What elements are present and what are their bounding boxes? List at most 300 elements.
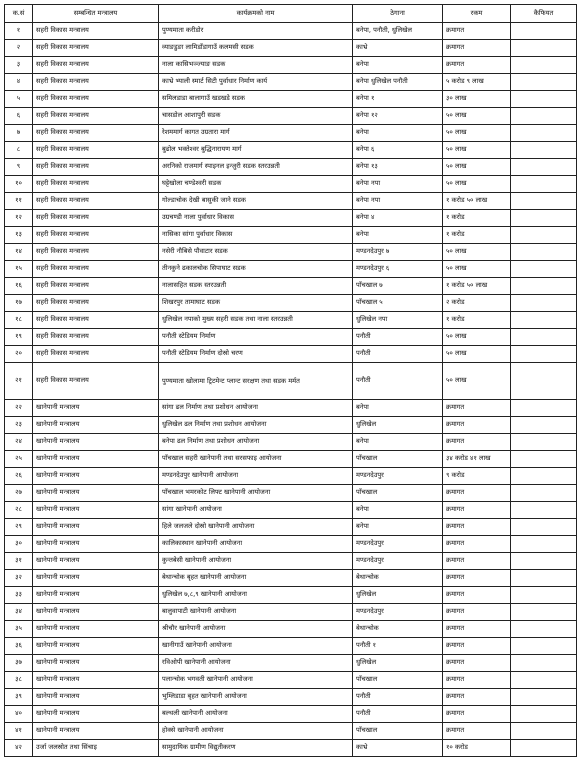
program-cell: कालिकास्थान खानेपानी आयोजना	[159, 536, 353, 553]
program-cell: नालासहित सडक स्तरउन्नती	[159, 278, 353, 295]
location-cell: बनेपा नपा	[353, 193, 443, 210]
ministry-cell: सहरी विकास मन्त्रालय	[33, 210, 159, 227]
location-cell: बनेपा	[353, 519, 443, 536]
amount-cell: क्रमागत	[443, 638, 511, 655]
ministry-cell: खानेपानी मन्त्रालय	[33, 400, 159, 417]
location-cell: पाँचखाल ५	[353, 295, 443, 312]
ministry-cell: सहरी विकास मन्त्रालय	[33, 227, 159, 244]
location-cell: बनेपा १३	[353, 159, 443, 176]
serial-cell: २१	[5, 363, 33, 400]
ministry-cell: सहरी विकास मन्त्रालय	[33, 159, 159, 176]
serial-cell: १	[5, 23, 33, 40]
location-cell: पाँचखाल	[353, 672, 443, 689]
table-row	[5, 23, 577, 40]
remark-cell	[511, 451, 577, 468]
remark-cell	[511, 210, 577, 227]
table-row	[5, 689, 577, 706]
serial-cell: २४	[5, 434, 33, 451]
amount-cell: क्रमागत	[443, 57, 511, 74]
serial-cell: ४१	[5, 723, 33, 740]
amount-cell: क्रमागत	[443, 519, 511, 536]
program-cell: भुम्लिडाडा बृहत खानेपानी आयोजना	[159, 689, 353, 706]
location-cell: बनेपा	[353, 227, 443, 244]
ministry-cell: खानेपानी मन्त्रालय	[33, 689, 159, 706]
ministry-cell: खानेपानी मन्त्रालय	[33, 485, 159, 502]
ministry-cell: खानेपानी मन्त्रालय	[33, 655, 159, 672]
ministry-cell: सहरी विकास मन्त्रालय	[33, 176, 159, 193]
ministry-cell: सहरी विकास मन्त्रालय	[33, 74, 159, 91]
amount-cell: ५० लाख	[443, 363, 511, 400]
amount-cell: क्रमागत	[443, 723, 511, 740]
serial-cell: ३१	[5, 553, 33, 570]
ministry-cell: खानेपानी मन्त्रालय	[33, 672, 159, 689]
remark-cell	[511, 346, 577, 363]
serial-cell: ३६	[5, 638, 33, 655]
amount-cell: क्रमागत	[443, 417, 511, 434]
amount-cell: ५० लाख	[443, 142, 511, 159]
amount-cell: क्रमागत	[443, 587, 511, 604]
serial-cell: २६	[5, 468, 33, 485]
table-row	[5, 227, 577, 244]
amount-cell: क्रमागत	[443, 502, 511, 519]
program-cell: बुढोल भक्तेश्वर बुद्धिनारायण मार्ग	[159, 142, 353, 159]
table-row	[5, 519, 577, 536]
program-cell: खानीगाउँ खानेपानी आयोजना	[159, 638, 353, 655]
ministry-cell: खानेपानी मन्त्रालय	[33, 604, 159, 621]
program-cell: पनौती स्टेडियम निर्माण दोस्रो चरण	[159, 346, 353, 363]
serial-cell: १८	[5, 312, 33, 329]
program-cell: शिखरपुर तामाघाट सडक	[159, 295, 353, 312]
amount-cell: १ करोड ५० लाख	[443, 278, 511, 295]
location-cell: बेथान्चोक	[353, 621, 443, 638]
location-cell: पाँचखाल	[353, 723, 443, 740]
program-cell: चासडोल आशापुरी सडक	[159, 108, 353, 125]
table-header-row	[5, 5, 577, 23]
table-row	[5, 40, 577, 57]
location-cell: काभ्रे	[353, 40, 443, 57]
serial-cell: ३४	[5, 604, 33, 621]
location-cell: धुलिखेल	[353, 587, 443, 604]
serial-cell: १४	[5, 244, 33, 261]
header-amount: रकम	[443, 5, 511, 23]
amount-cell: ३० लाख	[443, 91, 511, 108]
header-remark: कैफियत	[511, 5, 577, 23]
table-row	[5, 502, 577, 519]
amount-cell: क्रमागत	[443, 621, 511, 638]
program-cell: पलान्चोक भगवती खानेपानी आयोजना	[159, 672, 353, 689]
location-cell: धुलिखेल	[353, 655, 443, 672]
amount-cell: क्रमागत	[443, 400, 511, 417]
serial-cell: २७	[5, 485, 33, 502]
remark-cell	[511, 74, 577, 91]
header-serial: क.सं	[5, 5, 33, 23]
table-row	[5, 329, 577, 346]
location-cell: बनेपा	[353, 125, 443, 142]
serial-cell: १५	[5, 261, 33, 278]
remark-cell	[511, 244, 577, 261]
table-row	[5, 142, 577, 159]
ministry-cell: सहरी विकास मन्त्रालय	[33, 125, 159, 142]
table-row	[5, 295, 577, 312]
program-table	[4, 4, 577, 757]
amount-cell: १ करोड	[443, 227, 511, 244]
program-cell: होक्से खानेपानी आयोजना	[159, 723, 353, 740]
ministry-cell: उर्जा जलस्रोत तथा सिंचाइ	[33, 740, 159, 757]
amount-cell: ५० लाख	[443, 159, 511, 176]
remark-cell	[511, 604, 577, 621]
amount-cell: १ करोड	[443, 312, 511, 329]
table-row	[5, 723, 577, 740]
amount-cell: क्रमागत	[443, 689, 511, 706]
serial-cell: ९	[5, 159, 33, 176]
remark-cell	[511, 417, 577, 434]
program-cell: श्रीचौर खानेपानी आयोजना	[159, 621, 353, 638]
program-cell: धुलिखेल ७,८,९ खानेपानी आयोजना	[159, 587, 353, 604]
serial-cell: २०	[5, 346, 33, 363]
ministry-cell: खानेपानी मन्त्रालय	[33, 723, 159, 740]
ministry-cell: खानेपानी मन्त्रालय	[33, 706, 159, 723]
serial-cell: ४	[5, 74, 33, 91]
location-cell: धुलिखेल नपा	[353, 312, 443, 329]
amount-cell: क्रमागत	[443, 570, 511, 587]
table-row	[5, 417, 577, 434]
serial-cell: २८	[5, 502, 33, 519]
table-row	[5, 740, 577, 757]
amount-cell: २ करोड	[443, 295, 511, 312]
program-cell: सांगा खानेपानी आयोजना	[159, 502, 353, 519]
remark-cell	[511, 329, 577, 346]
table-row	[5, 570, 577, 587]
location-cell: बनेपा	[353, 502, 443, 519]
remark-cell	[511, 125, 577, 142]
location-cell: मण्डनदेउपुर	[353, 553, 443, 570]
table-row	[5, 193, 577, 210]
table-row	[5, 74, 577, 91]
program-cell: रविओपी खानेपानी आयोजना	[159, 655, 353, 672]
amount-cell: ५० लाख	[443, 125, 511, 142]
location-cell: मण्डनदेउपुर ६	[353, 261, 443, 278]
ministry-cell: सहरी विकास मन्त्रालय	[33, 363, 159, 400]
serial-cell: २	[5, 40, 33, 57]
ministry-cell: सहरी विकास मन्त्रालय	[33, 312, 159, 329]
table-row	[5, 621, 577, 638]
location-cell: बनेपा धुलिखेल पनौती	[353, 74, 443, 91]
remark-cell	[511, 295, 577, 312]
program-cell: उग्रचण्डी नाला पुर्वाधार विकास	[159, 210, 353, 227]
program-cell: नाला कासिभञ्ज्याङ सडक	[159, 57, 353, 74]
program-cell: बेथान्चोक बृहत खानेपानी आयोजना	[159, 570, 353, 587]
program-cell: पुण्यमाता खोलामा ट्रिटमेन्ट प्लान्ट सरक्षण तथा सडक मर्मत	[159, 363, 353, 400]
ministry-cell: सहरी विकास मन्त्रालय	[33, 23, 159, 40]
remark-cell	[511, 227, 577, 244]
program-cell: धुलिखेल ढल निर्माण तथा प्रशोधन आयोजना	[159, 417, 353, 434]
table-row	[5, 485, 577, 502]
ministry-cell: खानेपानी मन्त्रालय	[33, 519, 159, 536]
header-ministry: सम्बन्धित मन्त्रालय	[33, 5, 159, 23]
serial-cell: ७	[5, 125, 33, 142]
amount-cell: ५० लाख	[443, 108, 511, 125]
ministry-cell: खानेपानी मन्त्रालय	[33, 638, 159, 655]
amount-cell: क्रमागत	[443, 434, 511, 451]
serial-cell: ३५	[5, 621, 33, 638]
program-cell: पनौती स्टेडियम निर्माण	[159, 329, 353, 346]
serial-cell: १०	[5, 176, 33, 193]
serial-cell: ११	[5, 193, 33, 210]
serial-cell: ३	[5, 57, 33, 74]
amount-cell: ५० लाख	[443, 346, 511, 363]
ministry-cell: सहरी विकास मन्त्रालय	[33, 193, 159, 210]
location-cell: पनौती	[353, 329, 443, 346]
ministry-cell: सहरी विकास मन्त्रालय	[33, 278, 159, 295]
location-cell: पाँचखाल	[353, 485, 443, 502]
location-cell: काभ्रे	[353, 740, 443, 757]
amount-cell: ९ करोड	[443, 468, 511, 485]
location-cell: बनेपा	[353, 57, 443, 74]
table-row	[5, 176, 577, 193]
program-cell: गोल्डाचोक देखी बासुकी जाने सडक	[159, 193, 353, 210]
remark-cell	[511, 706, 577, 723]
remark-cell	[511, 553, 577, 570]
program-cell: सांगा ढल निर्माण तथा प्रशोधन आयोजना	[159, 400, 353, 417]
program-cell: पाँचखाल भमरकोट लिफ्ट खानेपानी आयोजना	[159, 485, 353, 502]
amount-cell: १ करोड ५० लाख	[443, 193, 511, 210]
program-cell: तीनकुने ढकालचोक सिपाघाट सडक	[159, 261, 353, 278]
ministry-cell: खानेपानी मन्त्रालय	[33, 621, 159, 638]
table-row	[5, 451, 577, 468]
remark-cell	[511, 91, 577, 108]
remark-cell	[511, 159, 577, 176]
program-cell: हिले जलजले दोस्रो खानेपानी आयोजना	[159, 519, 353, 536]
program-cell: बालुवापाटी खानेपानी आयोजना	[159, 604, 353, 621]
remark-cell	[511, 434, 577, 451]
remark-cell	[511, 193, 577, 210]
table-row	[5, 261, 577, 278]
table-row	[5, 278, 577, 295]
program-cell: पाँचखाल सहरी खानेपानी तथा सरसफाइ आयोजना	[159, 451, 353, 468]
amount-cell: क्रमागत	[443, 672, 511, 689]
amount-cell: क्रमागत	[443, 655, 511, 672]
remark-cell	[511, 723, 577, 740]
location-cell: पनौती १	[353, 638, 443, 655]
remark-cell	[511, 502, 577, 519]
remark-cell	[511, 655, 577, 672]
ministry-cell: खानेपानी मन्त्रालय	[33, 536, 159, 553]
amount-cell: क्रमागत	[443, 485, 511, 502]
program-cell: कुन्तबेसी खानेपानी आयोजना	[159, 553, 353, 570]
table-row	[5, 312, 577, 329]
amount-cell: ५० लाख	[443, 176, 511, 193]
program-cell: बनेपा ढल निर्माण तथा प्रशोधन आयोजना	[159, 434, 353, 451]
table-row	[5, 587, 577, 604]
program-cell: पुण्यमाता करीडोर	[159, 23, 353, 40]
serial-cell: ३०	[5, 536, 33, 553]
location-cell: बनेपा १२	[353, 108, 443, 125]
ministry-cell: सहरी विकास मन्त्रालय	[33, 91, 159, 108]
serial-cell: ३९	[5, 689, 33, 706]
amount-cell: क्रमागत	[443, 706, 511, 723]
program-cell: सामुदायिक ग्रामीण विद्युतीकरण	[159, 740, 353, 757]
table-row	[5, 125, 577, 142]
program-cell: धुलिखेल नपाको मुख्य सहरी सडक तथा नाला स्तरउन्नती	[159, 312, 353, 329]
remark-cell	[511, 740, 577, 757]
ministry-cell: सहरी विकास मन्त्रालय	[33, 57, 159, 74]
ministry-cell: खानेपानी मन्त्रालय	[33, 570, 159, 587]
location-cell: बनेपा ४	[353, 210, 443, 227]
location-cell: मण्डनदेउपुर	[353, 536, 443, 553]
amount-cell: ५० लाख	[443, 261, 511, 278]
remark-cell	[511, 570, 577, 587]
table-row	[5, 672, 577, 689]
remark-cell	[511, 689, 577, 706]
remark-cell	[511, 621, 577, 638]
serial-cell: ८	[5, 142, 33, 159]
remark-cell	[511, 176, 577, 193]
serial-cell: २२	[5, 400, 33, 417]
program-cell: नसेरी नौबिसे पौवाटार सडक	[159, 244, 353, 261]
program-cell: घट्टेखोला चण्डेश्वरी सडक	[159, 176, 353, 193]
table-row	[5, 655, 577, 672]
remark-cell	[511, 363, 577, 400]
location-cell: पनौती	[353, 706, 443, 723]
ministry-cell: सहरी विकास मन्त्रालय	[33, 244, 159, 261]
remark-cell	[511, 638, 577, 655]
amount-cell: क्रमागत	[443, 23, 511, 40]
program-cell: बल्थली खानेपानी आयोजना	[159, 706, 353, 723]
serial-cell: १९	[5, 329, 33, 346]
location-cell: पनौती	[353, 363, 443, 400]
location-cell: बनेपा	[353, 434, 443, 451]
location-cell: धुलिखेल	[353, 417, 443, 434]
location-cell: बनेपा १	[353, 91, 443, 108]
serial-cell: ६	[5, 108, 33, 125]
location-cell: पाँचखाल	[353, 451, 443, 468]
location-cell: पनौती	[353, 346, 443, 363]
ministry-cell: खानेपानी मन्त्रालय	[33, 417, 159, 434]
remark-cell	[511, 468, 577, 485]
serial-cell: २३	[5, 417, 33, 434]
program-cell: रेशममार्ग कागत उग्रतारा मार्ग	[159, 125, 353, 142]
remark-cell	[511, 672, 577, 689]
ministry-cell: खानेपानी मन्त्रालय	[33, 587, 159, 604]
remark-cell	[511, 312, 577, 329]
remark-cell	[511, 23, 577, 40]
ministry-cell: खानेपानी मन्त्रालय	[33, 434, 159, 451]
remark-cell	[511, 400, 577, 417]
amount-cell: क्रमागत	[443, 536, 511, 553]
remark-cell	[511, 57, 577, 74]
serial-cell: १७	[5, 295, 33, 312]
ministry-cell: खानेपानी मन्त्रालय	[33, 553, 159, 570]
remark-cell	[511, 519, 577, 536]
serial-cell: १३	[5, 227, 33, 244]
amount-cell: क्रमागत	[443, 40, 511, 57]
remark-cell	[511, 108, 577, 125]
table-row	[5, 363, 577, 400]
location-cell: मण्डनदेउपुर ७	[353, 244, 443, 261]
location-cell: पनौती	[353, 689, 443, 706]
ministry-cell: खानेपानी मन्त्रालय	[33, 468, 159, 485]
ministry-cell: सहरी विकास मन्त्रालय	[33, 108, 159, 125]
remark-cell	[511, 261, 577, 278]
table-row	[5, 468, 577, 485]
ministry-cell: सहरी विकास मन्त्रालय	[33, 261, 159, 278]
ministry-cell: खानेपानी मन्त्रालय	[33, 451, 159, 468]
location-cell: मण्डनदेउपुर	[353, 604, 443, 621]
location-cell: मण्डनदेउपुर	[353, 468, 443, 485]
serial-cell: ३३	[5, 587, 33, 604]
table-row	[5, 604, 577, 621]
program-cell: काभ्रे भ्याली स्मार्ट सिटी पुर्वाधार निर्माण कार्य	[159, 74, 353, 91]
remark-cell	[511, 40, 577, 57]
ministry-cell: सहरी विकास मन्त्रालय	[33, 40, 159, 57]
serial-cell: २९	[5, 519, 33, 536]
program-cell: मण्डनदेउपुर खानेपानी आयोजना	[159, 468, 353, 485]
serial-cell: ३७	[5, 655, 33, 672]
table-row	[5, 553, 577, 570]
program-cell: नासिका सांगा पुर्वाधार विकास	[159, 227, 353, 244]
remark-cell	[511, 485, 577, 502]
table-row	[5, 638, 577, 655]
ministry-cell: सहरी विकास मन्त्रालय	[33, 329, 159, 346]
serial-cell: ३२	[5, 570, 33, 587]
amount-cell: १० करोड	[443, 740, 511, 757]
table-row	[5, 706, 577, 723]
table-row	[5, 57, 577, 74]
table-row	[5, 159, 577, 176]
ministry-cell: सहरी विकास मन्त्रालय	[33, 346, 159, 363]
amount-cell: १ करोड	[443, 210, 511, 227]
amount-cell: ५ करोड ९ लाख	[443, 74, 511, 91]
program-cell: अरनिको राजमार्ग स्पाइनल इन्जुरी सडक स्तरउन्नती	[159, 159, 353, 176]
remark-cell	[511, 587, 577, 604]
table-row	[5, 244, 577, 261]
serial-cell: ५	[5, 91, 33, 108]
amount-cell: ३४ करोड ४१ लाख	[443, 451, 511, 468]
header-program: कार्यक्रमको नाम	[159, 5, 353, 23]
serial-cell: ४२	[5, 740, 33, 757]
amount-cell: ५० लाख	[443, 244, 511, 261]
remark-cell	[511, 536, 577, 553]
table-row	[5, 434, 577, 451]
remark-cell	[511, 278, 577, 295]
location-cell: बनेपा	[353, 400, 443, 417]
location-cell: बेथान्चोक	[353, 570, 443, 587]
location-cell: बनेपा नपा	[353, 176, 443, 193]
table-row	[5, 536, 577, 553]
ministry-cell: खानेपानी मन्त्रालय	[33, 502, 159, 519]
table-row	[5, 91, 577, 108]
table-row	[5, 400, 577, 417]
remark-cell	[511, 142, 577, 159]
table-row	[5, 108, 577, 125]
program-cell: समिलडाडा बालागाउँ खडखडे सडक	[159, 91, 353, 108]
ministry-cell: सहरी विकास मन्त्रालय	[33, 295, 159, 312]
location-cell: बनेपा ६	[353, 142, 443, 159]
amount-cell: क्रमागत	[443, 604, 511, 621]
amount-cell: ५० लाख	[443, 329, 511, 346]
ministry-cell: सहरी विकास मन्त्रालय	[33, 142, 159, 159]
serial-cell: १६	[5, 278, 33, 295]
location-cell: बनेपा, पनौती, धुलिखेल	[353, 23, 443, 40]
serial-cell: १२	[5, 210, 33, 227]
serial-cell: २५	[5, 451, 33, 468]
table-row	[5, 346, 577, 363]
program-cell: व्याङडुङा लामिडाँडागाउँ कलमसी सडक	[159, 40, 353, 57]
amount-cell: क्रमागत	[443, 553, 511, 570]
serial-cell: ४०	[5, 706, 33, 723]
serial-cell: ३८	[5, 672, 33, 689]
header-location: ठेगाना	[353, 5, 443, 23]
